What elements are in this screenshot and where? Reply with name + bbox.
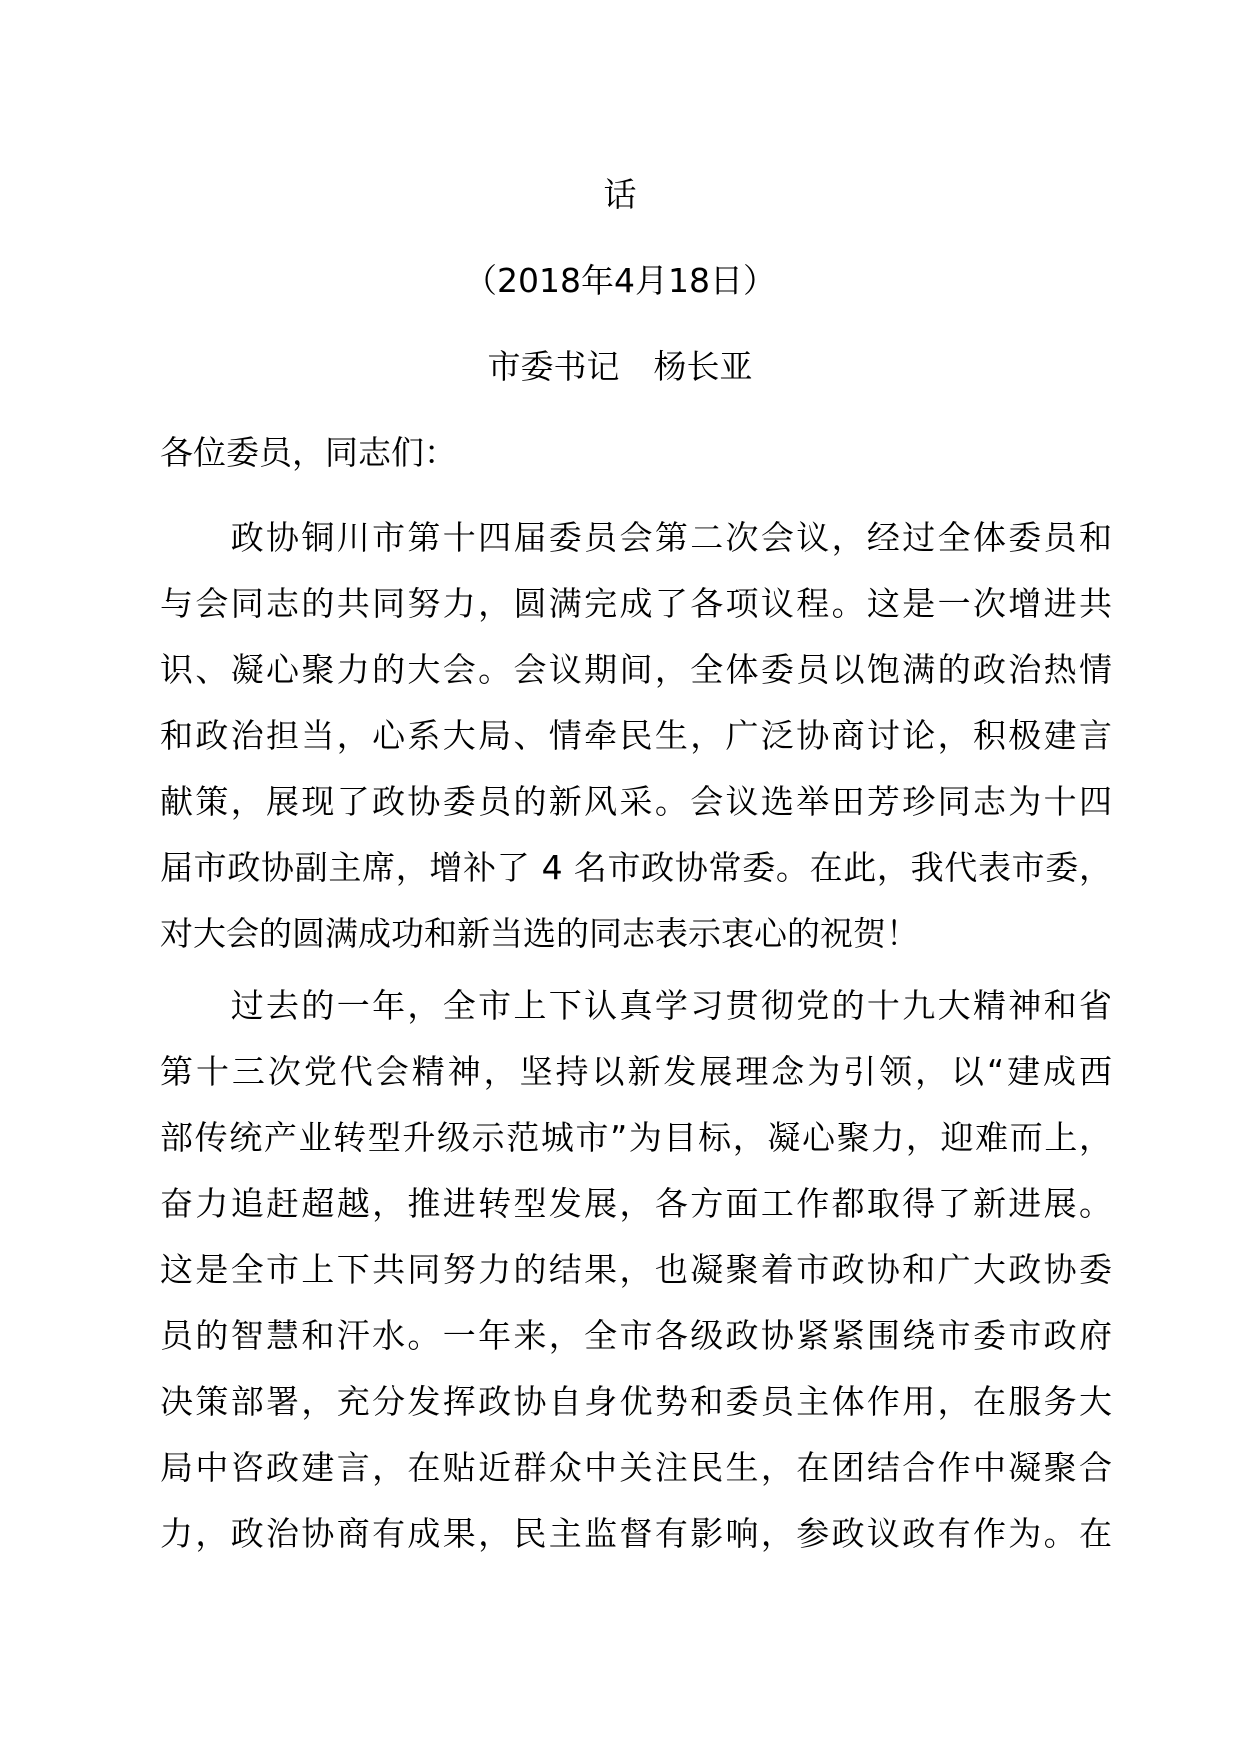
paragraph-line: 局中咨政建言，在贴近群众中关注民生，在团结合作中凝聚合 bbox=[160, 1448, 1112, 1487]
paragraph-line: 部传统产业转型升级示范城市”为目标，凝心聚力，迎难而上， bbox=[160, 1118, 1112, 1157]
paragraph-line: 政协铜川市第十四届委员会第二次会议，经过全体委员和 bbox=[160, 518, 1112, 557]
paragraph-line: 第十三次党代会精神，坚持以新发展理念为引领，以“建成西 bbox=[160, 1052, 1112, 1091]
speech-date: （2018年4月18日） bbox=[464, 261, 776, 300]
paragraph-1 bbox=[160, 516, 1112, 978]
speaker-name: 杨长亚 bbox=[653, 347, 753, 386]
salutation: 各位委员，同志们： bbox=[160, 433, 457, 472]
speech-title: 话 bbox=[603, 175, 637, 214]
paragraph-line: 和政治担当，心系大局、情牵民生，广泛协商讨论，积极建言 bbox=[160, 716, 1112, 755]
paragraph-line: 力，政治协商有成果，民主监督有影响，参政议政有作为。在 bbox=[160, 1514, 1112, 1553]
paragraph-line: 识、凝心聚力的大会。会议期间，全体委员以饱满的政治热情 bbox=[160, 650, 1112, 689]
speaker-position: 市委书记 bbox=[487, 347, 620, 386]
paragraph-line: 奋力追赶超越，推进转型发展，各方面工作都取得了新进展。 bbox=[160, 1184, 1112, 1223]
paragraph-line: 与会同志的共同努力，圆满完成了各项议程。这是一次增进共 bbox=[160, 584, 1112, 623]
paragraph-2 bbox=[160, 984, 1112, 1578]
paragraph-line: 过去的一年，全市上下认真学习贯彻党的十九大精神和省 bbox=[160, 986, 1112, 1025]
paragraph-line: 对大会的圆满成功和新当选的同志表示衷心的祝贺！ bbox=[160, 914, 919, 953]
speaker-line bbox=[0, 345, 1240, 389]
paragraph-line: 届市政协副主席，增补了 4 名市政协常委。在此，我代表市委， bbox=[160, 848, 1112, 887]
paragraph-line: 决策部署，充分发挥政协自身优势和委员主体作用，在服务大 bbox=[160, 1382, 1112, 1421]
paragraph-line: 员的智慧和汗水。一年来，全市各级政协紧紧围绕市委市政府 bbox=[160, 1316, 1112, 1355]
paragraph-line: 这是全市上下共同努力的结果，也凝聚着市政协和广大政协委 bbox=[160, 1250, 1112, 1289]
paragraph-line: 献策，展现了政协委员的新风采。会议选举田芳珍同志为十四 bbox=[160, 782, 1112, 821]
